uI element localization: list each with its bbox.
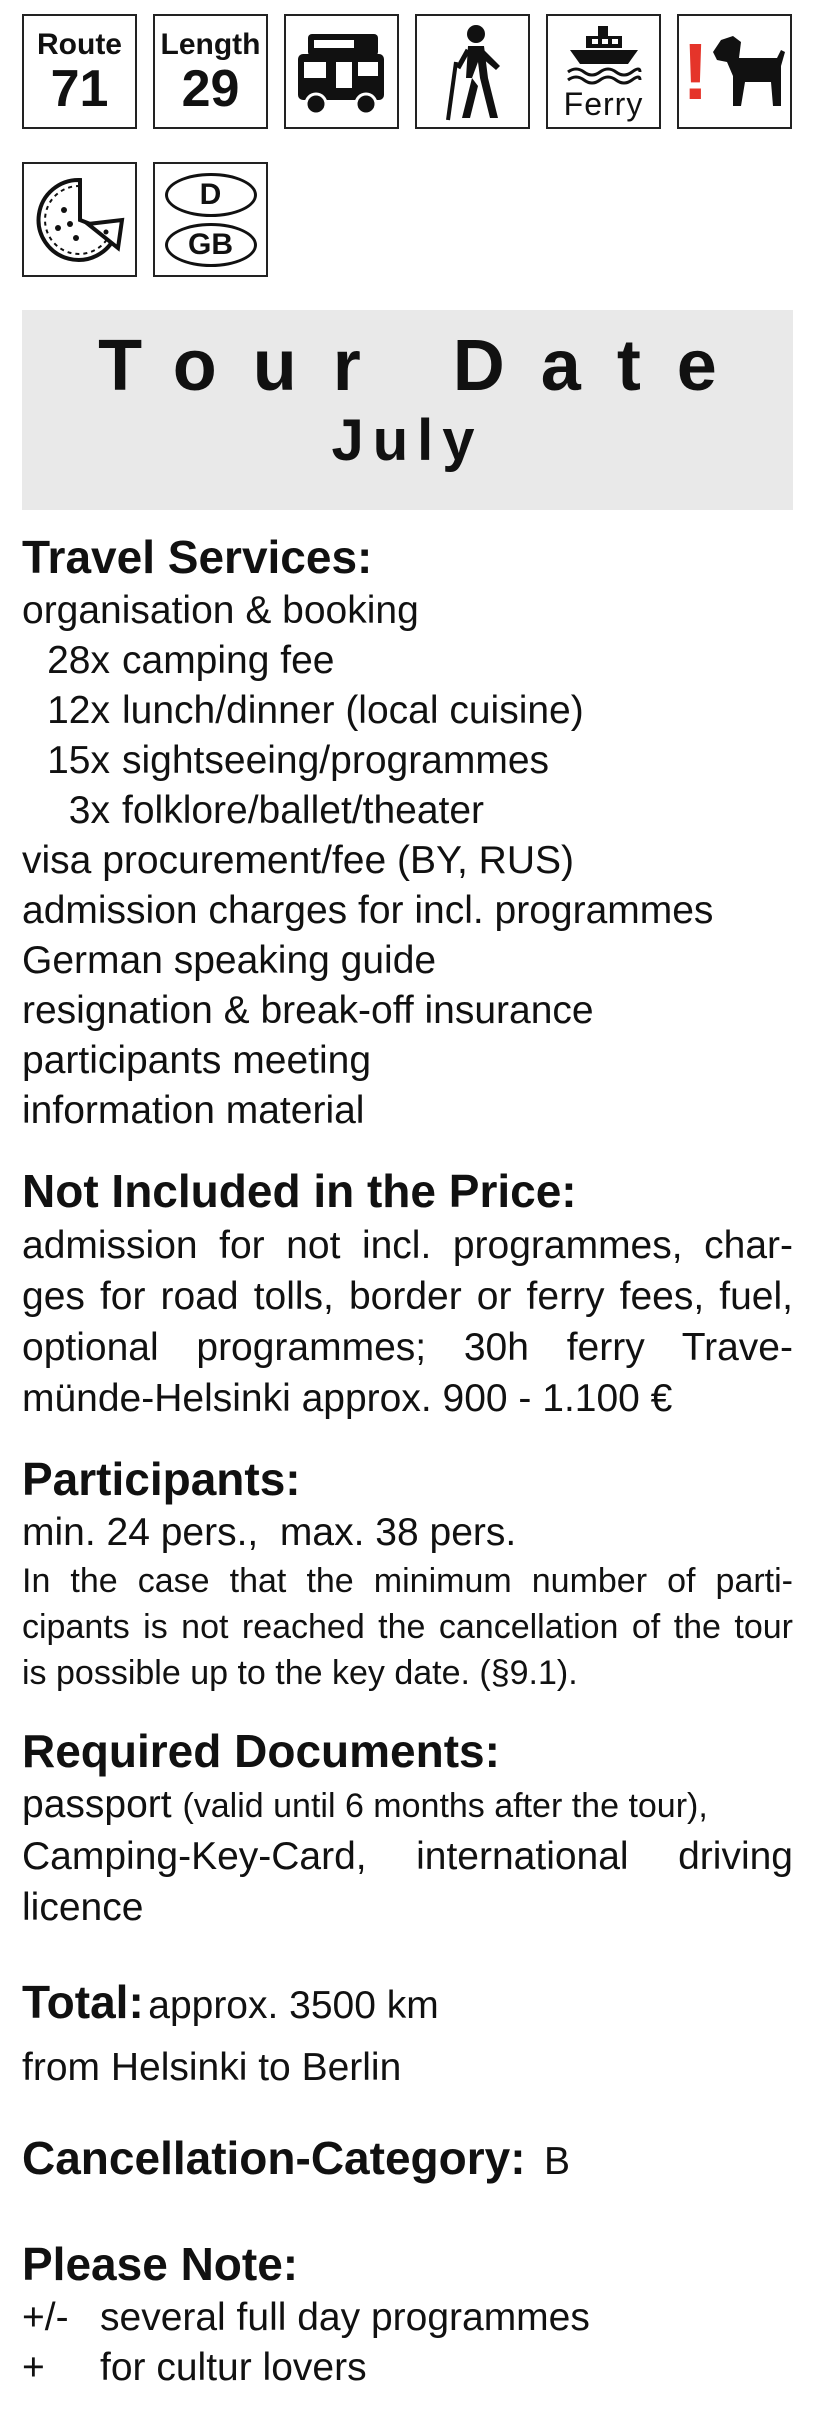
total-heading: Total: — [22, 1976, 144, 2028]
route-label: Route — [37, 27, 122, 61]
length-tile — [153, 14, 268, 129]
tour-date-banner — [22, 310, 793, 510]
documents-passport: passport (valid until 6 months after the tour), — [22, 1783, 708, 1826]
cancellation-section — [22, 2129, 793, 2199]
hiking-icon — [415, 14, 530, 129]
list-item: admission charges for incl. programmes — [22, 889, 714, 932]
not-included-heading: Not Included in the Price: — [22, 1165, 577, 1217]
camper-van-icon — [284, 14, 399, 129]
travel-services-heading: Travel Services: — [22, 531, 373, 583]
tour-details — [22, 528, 793, 2393]
list-item: 15x sightseeing/programmes — [47, 739, 550, 782]
passport-validity-note: (valid until 6 months after the tour), — [182, 1787, 708, 1825]
list-item: organisation & booking — [22, 589, 419, 632]
language-german: D — [165, 173, 257, 217]
participants-range: min. 24 pers., max. 38 pers. — [22, 1511, 517, 1554]
participants-section — [22, 1450, 793, 1696]
note-sign: +/- — [22, 2296, 69, 2339]
please-note-section — [22, 2235, 793, 2393]
list-item: 12x lunch/dinner (local cuisine) — [47, 689, 584, 732]
note-sign: + — [22, 2346, 45, 2389]
route-tile — [22, 14, 137, 129]
list-item: information material — [22, 1089, 365, 1132]
participants-note: In the case that the minimum number of parti-cipants is not reached the cancellation of the tour is possible up to the key date. (§9.1). — [22, 1562, 793, 1692]
dog-warning-tile — [677, 14, 792, 129]
travel-services-section — [22, 528, 793, 1136]
documents-other: Camping-Key-Card, international driving licence — [22, 1835, 793, 1929]
total-route: from Helsinki to Berlin — [22, 2046, 402, 2089]
documents-section — [22, 1722, 793, 1933]
list-item: visa procurement/fee (BY, RUS) — [22, 839, 574, 882]
not-included-text: admission for not incl. programmes, char-ges for road tolls, border or ferry fees, fuel, optional programmes; 30h ferry Trave-münde-Helsinki approx. 900 - 1.100 € — [22, 1224, 793, 1420]
list-item: German speaking guide — [22, 939, 437, 982]
participants-heading: Participants: — [22, 1453, 301, 1505]
total-line — [22, 1973, 793, 2043]
warning-exclamation: ! — [682, 26, 709, 116]
list-item: + for cultur lovers — [22, 2343, 793, 2393]
total-distance: approx. 3500 km — [148, 1984, 439, 2027]
dog-icon — [711, 32, 787, 112]
not-included-section — [22, 1162, 793, 1424]
ferry-tile — [546, 14, 661, 129]
documents-heading: Required Documents: — [22, 1725, 500, 1777]
list-item: 28x camping fee — [47, 639, 335, 682]
pie-cuisine-icon — [22, 162, 137, 277]
ferry-ship-icon — [564, 24, 644, 86]
cancellation-heading: Cancellation-Category: — [22, 2132, 526, 2184]
route-number: 71 — [50, 59, 109, 118]
language-tile — [153, 162, 268, 277]
banner-month: July — [331, 408, 484, 473]
list-item: resignation & break-off insurance — [22, 989, 594, 1032]
cancellation-line — [22, 2129, 793, 2199]
length-label: Length — [160, 27, 261, 61]
please-note-heading: Please Note: — [22, 2238, 299, 2290]
banner-title: Tour Date — [98, 326, 753, 406]
ferry-label: Ferry — [563, 85, 644, 122]
list-item: 3x folklore/ballet/theater — [68, 789, 485, 832]
list-item: +/- several full day programmes — [22, 2293, 793, 2343]
length-days: 29 — [181, 59, 240, 118]
language-english: GB — [165, 223, 257, 267]
total-section — [22, 1973, 793, 2093]
cancellation-category: B — [543, 2140, 570, 2183]
list-item: participants meeting — [22, 1039, 372, 1082]
